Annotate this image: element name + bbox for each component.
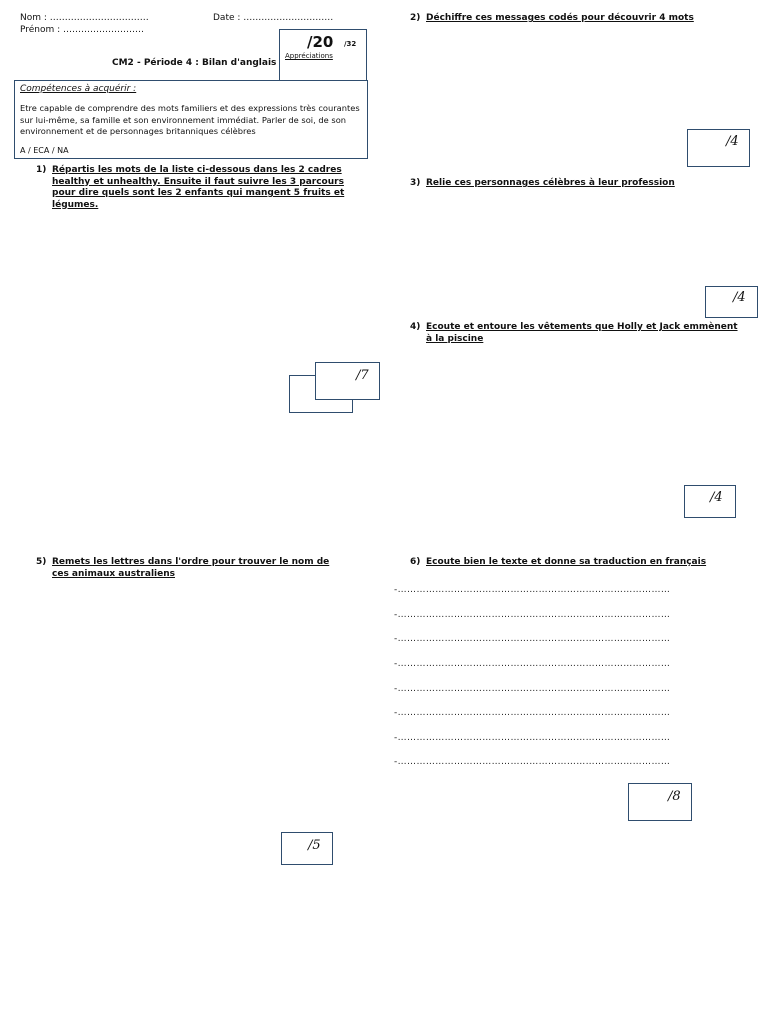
answer-line[interactable]: -…………………………………………………………………………… (394, 610, 671, 620)
answer-line[interactable]: -…………………………………………………………………………… (394, 708, 671, 718)
competences-box (14, 80, 368, 159)
question-3: 3) Relie ces personnages célèbres à leur profession (410, 178, 750, 190)
score-q1: /7 (356, 368, 369, 383)
score-q4: /4 (710, 490, 723, 505)
grade-total: /32 (344, 40, 357, 48)
question-5-text: Remets les lettres dans l'ordre pour trouver le nom de ces animaux australiens (52, 557, 330, 579)
question-4-text: Ecoute et entoure les vêtements que Holly et Jack emmènent à la piscine (426, 322, 738, 344)
question-2-text: Déchiffre ces messages codés pour découvrir 4 mots (426, 13, 694, 23)
score-box-q6 (628, 783, 692, 821)
appreciations-label: Appréciations (285, 52, 333, 60)
question-3-text: Relie ces personnages célèbres à leur profession (426, 178, 675, 188)
answer-line[interactable]: -…………………………………………………………………………… (394, 634, 671, 644)
nom-field[interactable]: Nom : …………………………… (20, 13, 149, 23)
question-1: 1) Répartis les mots de la liste ci-dessous dans les 2 cadres healthy et unhealthy. Ensuite il faut suivre les 3 parcours pour dire quels sont les 2 enfants qui mangent 5 fruits et légumes. (36, 165, 354, 211)
competences-heading: Compétences à acquérir : (20, 84, 137, 94)
answer-line[interactable]: -…………………………………………………………………………… (394, 757, 671, 767)
score-q5: /5 (308, 838, 321, 853)
question-6: 6) Ecoute bien le texte et donne sa traduction en français (410, 557, 750, 569)
score-box-q2 (687, 129, 750, 167)
question-2: 2) Déchiffre ces messages codés pour découvrir 4 mots (410, 13, 750, 25)
answer-line[interactable]: -…………………………………………………………………………… (394, 659, 671, 669)
question-1-text: Répartis les mots de la liste ci-dessous dans les 2 cadres healthy et unhealthy. Ensuite il faut suivre les 3 parcours pour dire quels sont les 2 enfants qui mangent 5 fruits et légumes. (52, 165, 345, 210)
answer-line[interactable]: -…………………………………………………………………………… (394, 684, 671, 694)
score-box-q3 (705, 286, 758, 318)
score-q6: /8 (668, 789, 681, 804)
question-4: 4) Ecoute et entoure les vêtements que Holly et Jack emmènent à la piscine (410, 322, 740, 345)
score-box-q4 (684, 485, 736, 518)
grade-score: /20 (307, 33, 334, 51)
answer-line[interactable]: -…………………………………………………………………………… (394, 733, 671, 743)
competences-text: Etre capable de comprendre des mots familiers et des expressions très courantes sur lui-même, sa famille et son environnement immédiat. Parler de soi, de son environnement et de personnages britanniques célèbres (20, 103, 360, 136)
score-box-q5 (281, 832, 333, 865)
page-title: CM2 - Période 4 : Bilan d'anglais (112, 58, 277, 68)
score-box-q1 (315, 362, 380, 400)
score-q2: /4 (726, 134, 739, 149)
date-field[interactable]: Date : ………………………… (213, 13, 334, 23)
prenom-field[interactable]: Prénom : ……………………… (20, 25, 145, 35)
question-5: 5) Remets les lettres dans l'ordre pour trouver le nom de ces animaux australiens (36, 557, 346, 580)
competences-levels: A / ECA / NA (20, 146, 69, 155)
answer-line[interactable]: -…………………………………………………………………………… (394, 585, 671, 595)
score-q3: /4 (733, 290, 746, 305)
grade-box (279, 29, 367, 81)
question-6-text: Ecoute bien le texte et donne sa traduction en français (426, 557, 707, 567)
